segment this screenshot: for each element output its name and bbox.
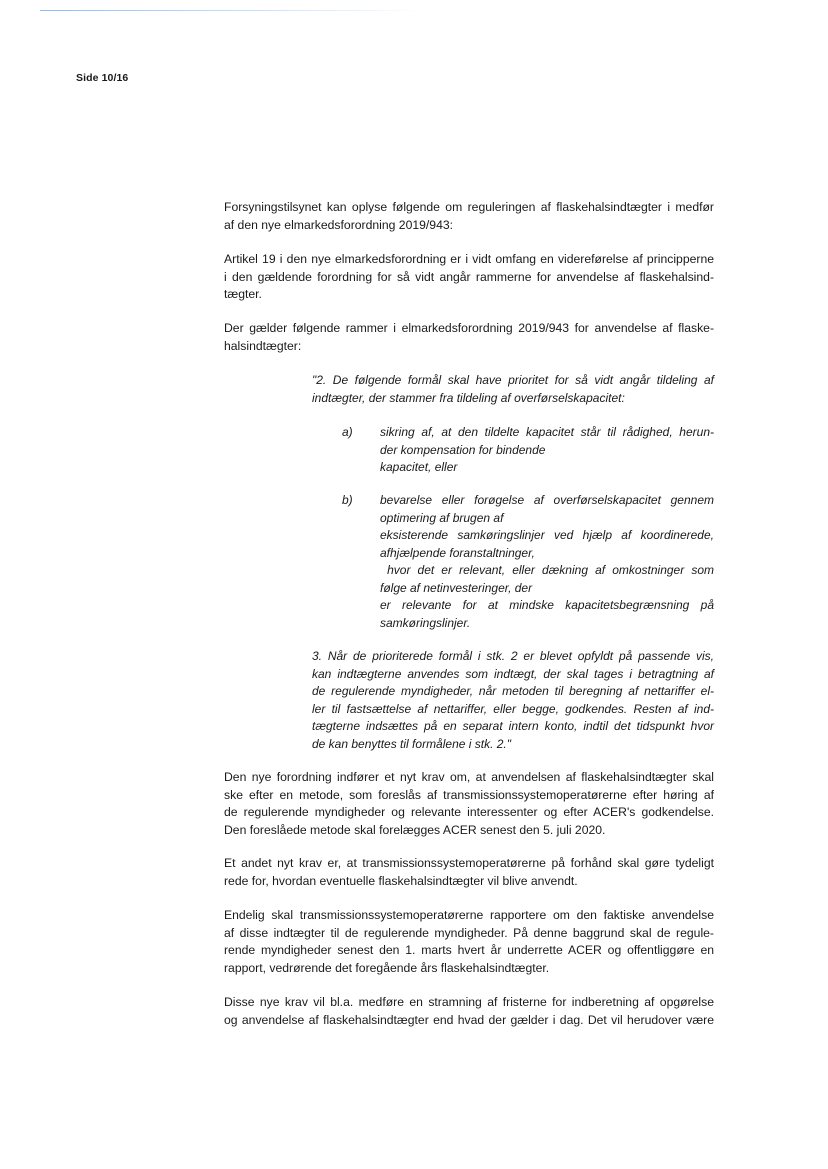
list-letter: b) [342,493,353,507]
quote-line: "2. De følgende formål skal have prioritet for så vidt angår tildeling af [312,373,714,387]
list-item-text [380,424,714,477]
list-line: er relevante for at mindske kapacitetsbegrænsning på [380,598,714,612]
list-line: kapacitet, eller [380,460,458,474]
paragraph-4 [224,769,714,839]
list-line: der kompensation for bindende [380,442,546,457]
list-line: sikring af, at den tildelte kapacitet står til rådighed, herun- [380,425,714,439]
text-line: ske efter en metode, som foreslås af transmissionssystemoperatørerne efter høring af [224,787,714,802]
text-line: Forsyningstilsynet kan oplyse følgende om reguleringen af flaskehalsindtægter i medfør [224,200,714,214]
text-line: Den foreslåede metode skal forelægges ACER senest den 5. juli 2020. [224,822,606,837]
quote-intro [312,372,714,407]
text-line: og anvendelse af flaskehalsindtægter end hvad der gælder i dag. Det vil herudover være [224,1012,714,1027]
list-line: hvor det er relevant, eller dækning af omkostninger som [380,563,714,577]
paragraph-5 [224,855,714,890]
text-line: Der gælder følgende rammer i elmarkedsforordning 2019/943 for anvendelse af flaske- [224,321,714,335]
paragraph-7 [224,994,714,1029]
quote-line: kan indtægterne anvendes som indtægt, der skal tages i betragtning af [312,666,714,681]
text-line: rende myndigheder senest den 1. marts hvert år underrette ACER og offentliggøre en [224,943,714,957]
top-rule [40,10,420,11]
paragraph-1 [224,199,714,234]
text-line: Et andet nyt krav er, at transmissionssystemoperatørerne på forhånd skal gøre tydeligt [224,856,714,870]
text-line: de regulerende myndigheder og relevante interessenter og efter ACER's godkendelse. [224,805,714,819]
list-letter: a) [342,425,353,439]
text-line: Endelig skal transmissionssystemoperatørerne rapportere om den faktiske anvendelse [224,908,714,922]
quote-line: de regulerende myndigheder, når metoden til beregning af nettariffer el- [312,684,714,698]
list-line: bevarelse eller forøgelse af overførselskapacitet gennem [380,493,714,507]
text-line: af disse indtægter til de regulerende myndigheder. På denne baggrund skal de regule- [224,925,714,940]
quote-line: 3. Når de prioriterede formål i stk. 2 er blevet opfyldt på passende vis, [312,649,714,663]
paragraph-2 [224,251,714,304]
text-line: i den gældende forordning for så vidt angår rammerne for anvendelse af flaskehalsind- [224,269,714,284]
list-line: følge af netinvesteringer, der [380,580,533,595]
quote-line: ler til fastsættelse af nettariffer, eller begge, godkendes. Resten af ind- [312,701,714,716]
page-number: Side 10/16 [76,72,129,84]
text-line: af den nye elmarkedsforordning 2019/943: [224,217,454,232]
text-line: rapport, vedrørende det foregående års flaskehalsindtægter. [224,960,550,975]
quote-line: indtægter, der stammer fra tildeling af overførselskapacitet: [312,390,625,405]
quote-line: tægterne indsættes på en separat intern konto, indtil det tidspunkt hvor [312,719,714,733]
list-line: afhjælpende foranstaltninger, [380,545,535,560]
paragraph-3 [224,320,714,355]
list-line: samkøringslinjer. [380,615,471,630]
quote-line: de kan benyttes til formålene i stk. 2." [312,736,512,751]
list-line: optimering af brugen af [380,510,504,525]
text-line: Den nye forordning indfører et nyt krav om, at anvendelsen af flaskehalsindtægter skal [224,770,714,784]
text-line: halsindtægter: [224,338,302,353]
list-item-text [380,492,714,632]
text-line: Disse nye krav vil bl.a. medføre en stramning af fristerne for indberetning af opgørelse [224,995,714,1009]
list-line: eksisterende samkøringslinjer ved hjælp af koordinerede, [380,528,714,542]
text-line: Artikel 19 i den nye elmarkedsforordning er i vidt omfang en videreførelse af principperne [224,252,714,266]
text-line: tægter. [224,287,262,301]
paragraph-6 [224,907,714,977]
text-line: rede for, hvordan eventuelle flaskehalsindtægter vil blive anvendt. [224,873,578,888]
quote-point-3 [312,648,714,753]
